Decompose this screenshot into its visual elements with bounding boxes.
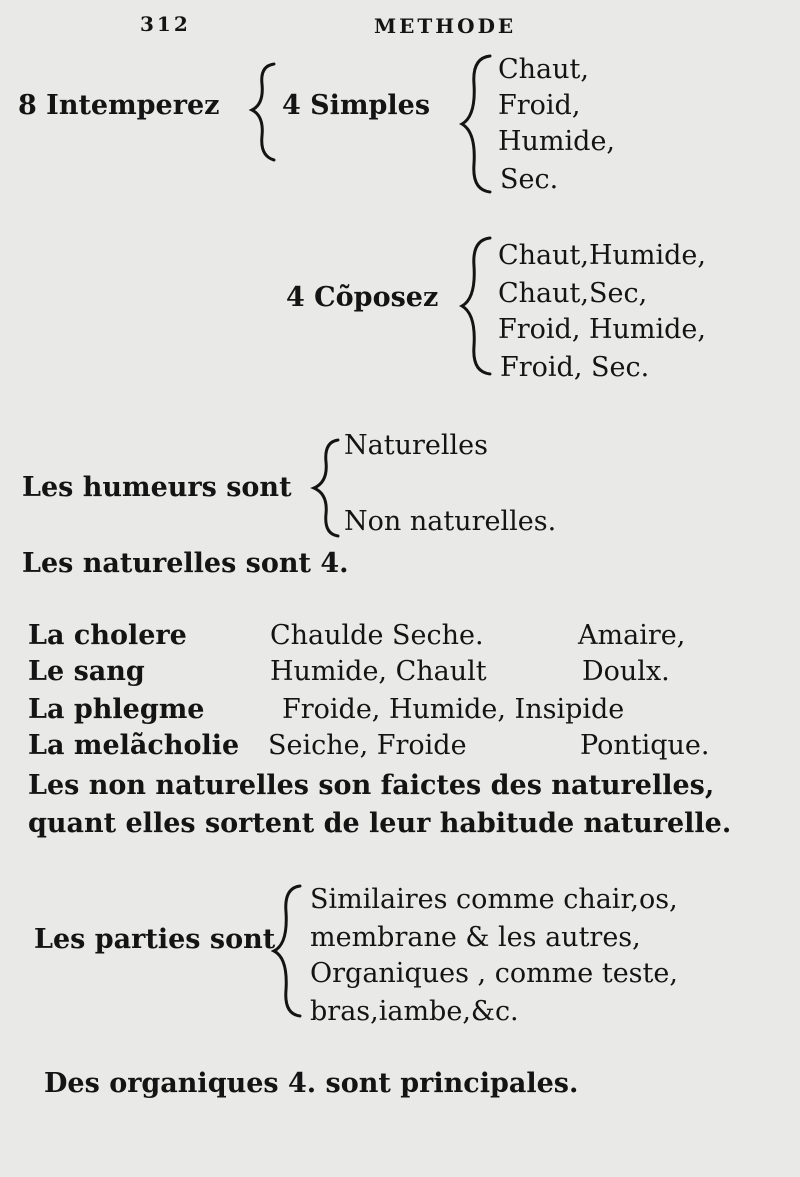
parties-item-1: Similaires comme chair,os, <box>310 884 678 915</box>
humeurs-label: Les humeurs sont <box>22 472 292 503</box>
humeurs-item-2: Non naturelles. <box>344 506 557 537</box>
composez-item-2: Chaut,Sec, <box>498 278 648 309</box>
row-1-humour: La cholere <box>28 620 187 651</box>
row-3-qualities: Froide, Humide, Insipide <box>282 694 625 725</box>
row-4-taste: Pontique. <box>580 730 710 761</box>
parties-item-4: bras,iambe,&c. <box>310 996 519 1027</box>
brace-simples <box>460 54 494 194</box>
bleed-through-texture <box>620 440 627 465</box>
row-2-taste: Doulx. <box>582 656 670 687</box>
organiques-line: Des organiques 4. sont principales. <box>44 1068 579 1099</box>
non-naturelles-line-1: Les non naturelles son faictes des naturelles, <box>28 770 715 801</box>
row-4-qualities: Seiche, Froide <box>268 730 467 761</box>
parties-item-2: membrane & les autres, <box>310 922 641 953</box>
simples-item-2: Froid, <box>498 90 581 121</box>
simples-item-4: Sec. <box>500 164 559 195</box>
brace-composez <box>460 236 494 376</box>
naturelles-count: Les naturelles sont 4. <box>22 548 349 579</box>
running-title: METHODE <box>374 14 517 38</box>
humeurs-item-1: Naturelles <box>344 430 488 461</box>
row-1-taste: Amaire, <box>578 620 686 651</box>
row-2-qualities: Humide, Chault <box>270 656 487 687</box>
row-1-qualities: Chaulde Seche. <box>270 620 484 651</box>
simples-label: 4 Simples <box>282 90 431 121</box>
composez-item-4: Froid, Sec. <box>500 352 650 383</box>
row-4-humour: La melãcholie <box>28 730 240 761</box>
page-number: 312 <box>140 12 191 36</box>
brace-parties <box>272 884 304 1018</box>
brace-humeurs <box>312 438 342 538</box>
composez-label: 4 Cõposez <box>286 282 439 313</box>
simples-item-1: Chaut, <box>498 54 589 85</box>
parties-item-3: Organiques , comme teste, <box>310 958 678 989</box>
row-2-humour: Le sang <box>28 656 145 687</box>
composez-item-3: Froid, Humide, <box>498 314 706 345</box>
non-naturelles-line-2: quant elles sortent de leur habitude naturelle. <box>28 808 732 839</box>
row-3-humour: La phlegme <box>28 694 205 725</box>
composez-item-1: Chaut,Humide, <box>498 240 706 271</box>
parties-label: Les parties sont <box>34 924 276 955</box>
simples-item-3: Humide, <box>498 126 616 157</box>
intemperez-label: 8 Intemperez <box>18 90 220 121</box>
brace-intemperez <box>250 62 280 162</box>
